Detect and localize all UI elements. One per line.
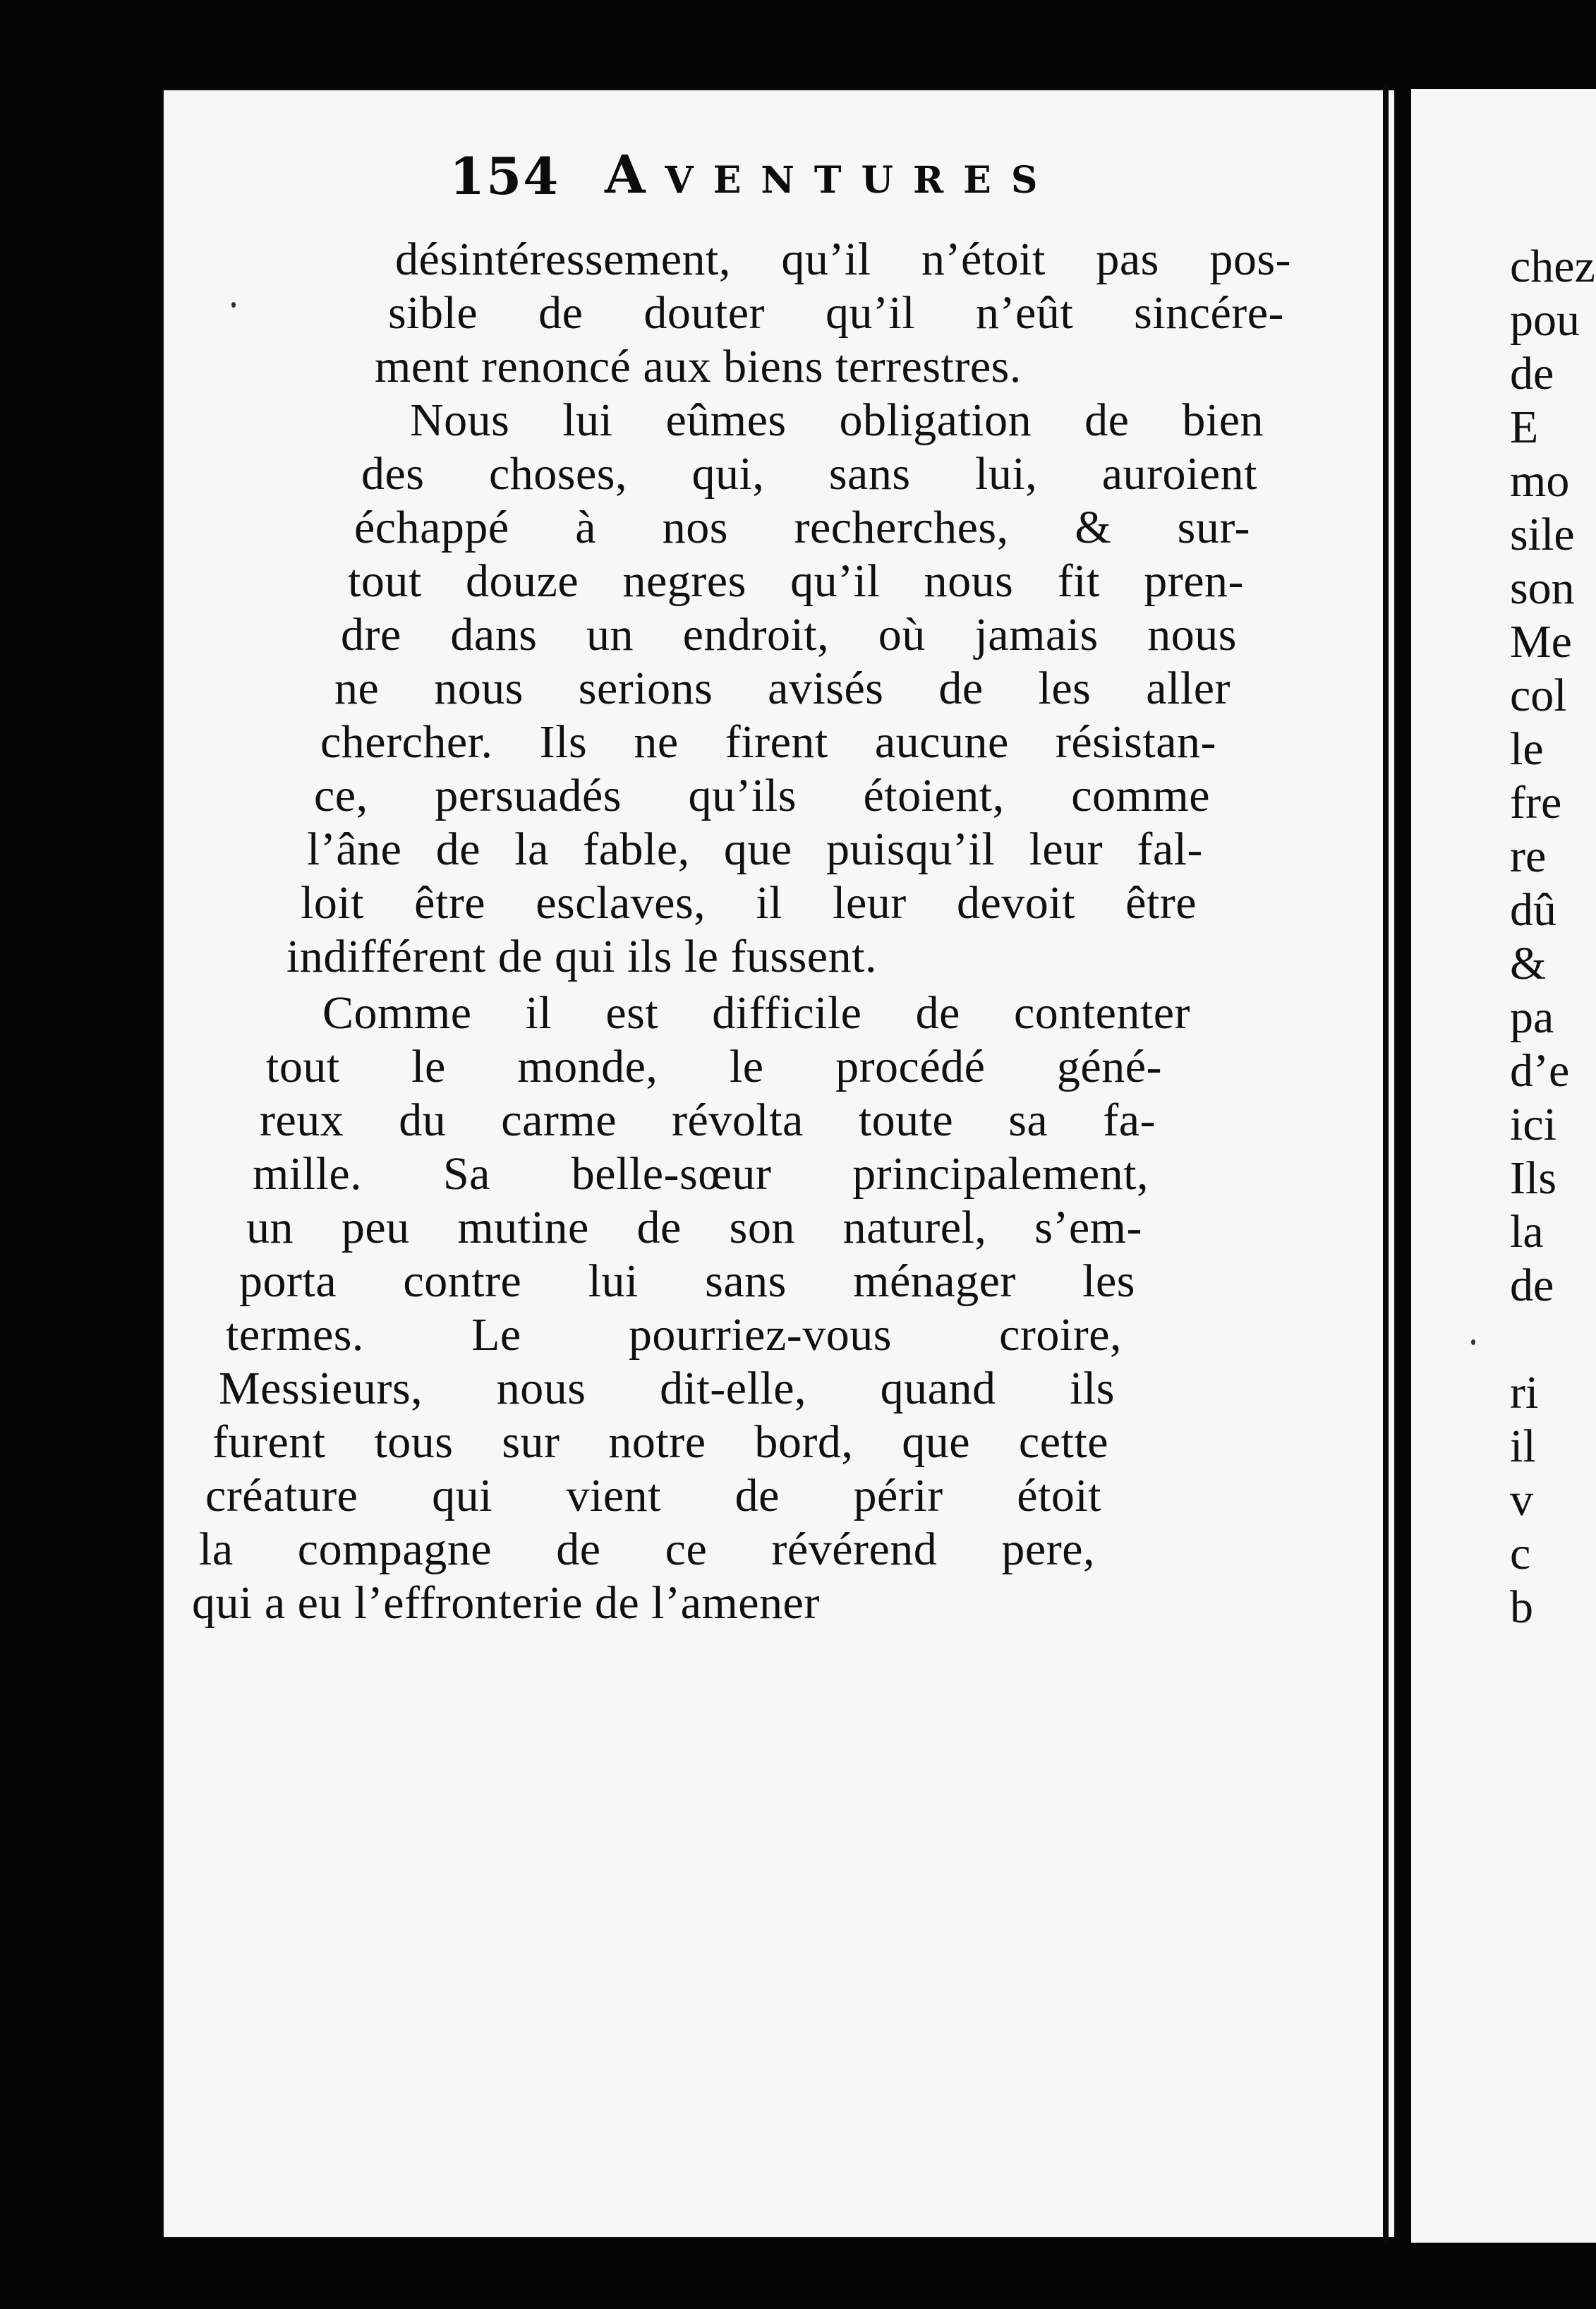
facing-text-line: chez bbox=[1510, 241, 1595, 292]
facing-text-line: d’e bbox=[1510, 1045, 1570, 1097]
text-line: Messieurs, nous dit-elle, quand ils bbox=[219, 1363, 1115, 1414]
facing-text-line: mo bbox=[1510, 455, 1570, 507]
facing-text-line: de bbox=[1510, 348, 1554, 399]
page-gutter bbox=[1383, 85, 1389, 2244]
text-line: la compagne de ce révérend pere, bbox=[199, 1524, 1095, 1575]
facing-text-line: col bbox=[1510, 670, 1567, 721]
paper-speck bbox=[231, 302, 236, 308]
text-line: termes. Le pourriez-vous croire, bbox=[226, 1309, 1122, 1361]
text-line: ne nous serions avisés de les aller bbox=[334, 663, 1231, 714]
facing-text-line: dû bbox=[1510, 884, 1556, 936]
facing-text-line: le bbox=[1510, 723, 1544, 775]
text-line: mille. Sa belle-sœur principalement, bbox=[253, 1148, 1149, 1200]
facing-text-line: ici bbox=[1510, 1099, 1556, 1150]
page-header bbox=[284, 134, 1201, 205]
facing-text-line: fre bbox=[1510, 777, 1562, 828]
paper-speck bbox=[1471, 1339, 1475, 1345]
running-title: Aventures bbox=[605, 145, 1058, 205]
text-line: tout le monde, le procédé géné- bbox=[266, 1041, 1162, 1092]
text-line: indifférent de qui ils le fussent. bbox=[286, 931, 877, 982]
facing-text-line: b bbox=[1510, 1581, 1533, 1633]
facing-text-line: il bbox=[1510, 1421, 1536, 1472]
facing-text-line: Ils bbox=[1510, 1152, 1556, 1204]
facing-text-line bbox=[1510, 1313, 1596, 1366]
text-line: créature qui vient de périr étoit bbox=[205, 1470, 1101, 1521]
facing-text-line: sile bbox=[1510, 509, 1575, 560]
text-line: l’âne de la fable, que puisqu’il leur fal- bbox=[307, 824, 1203, 875]
text-line: sible de douter qu’il n’eût sincére- bbox=[388, 287, 1284, 339]
facing-text-line: re bbox=[1510, 831, 1547, 882]
text-line: porta contre lui sans ménager les bbox=[239, 1255, 1135, 1307]
text-line: reux du carme révolta toute sa fa- bbox=[260, 1095, 1156, 1146]
facing-text-line: c bbox=[1510, 1528, 1531, 1579]
text-line: furent tous sur notre bord, que cette bbox=[212, 1416, 1108, 1468]
text-line: chercher. Ils ne firent aucune résistan- bbox=[320, 716, 1216, 768]
facing-text-line: la bbox=[1510, 1206, 1544, 1258]
text-line: des choses, qui, sans lui, auroient bbox=[361, 448, 1257, 500]
text-line: Comme il est difficile de contenter bbox=[322, 987, 1190, 1039]
text-line: échappé à nos recherches, & sur- bbox=[354, 502, 1250, 553]
facing-text-line: de bbox=[1510, 1260, 1554, 1311]
body-text bbox=[192, 233, 1312, 1630]
facing-text-line: pou bbox=[1510, 294, 1580, 346]
text-line: désintéressement, qu’il n’étoit pas pos- bbox=[395, 234, 1291, 285]
page-number: 154 bbox=[449, 146, 560, 206]
facing-page-text bbox=[1510, 240, 1596, 1634]
text-line: Nous lui eûmes obligation de bien bbox=[410, 394, 1264, 446]
text-line: ment renoncé aux biens terrestres. bbox=[375, 341, 1022, 392]
facing-text-line: E bbox=[1510, 402, 1539, 453]
facing-text-line: pa bbox=[1510, 991, 1554, 1043]
facing-text-line: son bbox=[1510, 562, 1575, 614]
facing-text-line: ri bbox=[1510, 1367, 1539, 1418]
text-line: loit être esclaves, il leur devoit être bbox=[301, 877, 1197, 929]
facing-text-line: & bbox=[1510, 938, 1547, 989]
text-line: un peu mutine de son naturel, s’em- bbox=[246, 1202, 1142, 1253]
text-line: qui a eu l’effronterie de l’amener bbox=[192, 1577, 820, 1629]
facing-text-line: v bbox=[1510, 1474, 1533, 1526]
text-line: tout douze negres qu’il nous fit pren- bbox=[348, 555, 1244, 607]
text-line: dre dans un endroit, où jamais nous bbox=[341, 609, 1237, 661]
text-line: ce, persuadés qu’ils étoient, comme bbox=[314, 770, 1210, 821]
facing-text-line: Me bbox=[1510, 616, 1572, 668]
